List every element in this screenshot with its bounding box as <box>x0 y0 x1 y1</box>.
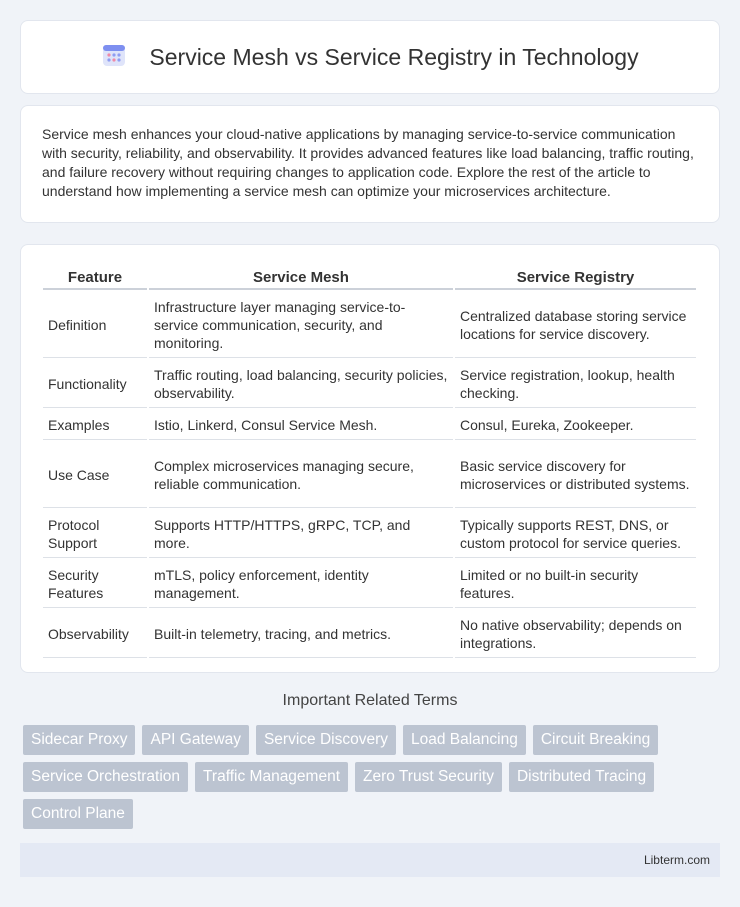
feature-cell: Examples <box>43 410 147 440</box>
related-terms-list <box>23 725 723 829</box>
service-registry-cell: Centralized database storing service locations for service discovery. <box>455 292 696 358</box>
term-tag-sidecar-proxy[interactable]: Sidecar Proxy <box>23 725 135 755</box>
table-header-row <box>43 266 696 290</box>
feature-cell: Observability <box>43 610 147 658</box>
service-registry-cell: Service registration, lookup, health checking. <box>455 360 696 408</box>
service-registry-cell: Limited or no built-in security features. <box>455 560 696 608</box>
header-service-registry: Service Registry <box>455 266 696 290</box>
service-mesh-cell: mTLS, policy enforcement, identity management. <box>149 560 453 608</box>
header-card <box>20 20 720 94</box>
term-tag-service-discovery[interactable]: Service Discovery <box>256 725 396 755</box>
table-row <box>43 510 696 558</box>
table-row <box>43 442 696 508</box>
table-row <box>43 410 696 440</box>
footer-brand-link[interactable]: Libterm.com <box>643 853 710 867</box>
service-mesh-cell: Traffic routing, load balancing, security policies, observability. <box>149 360 453 408</box>
table-row <box>43 360 696 408</box>
table-row <box>43 560 696 608</box>
feature-cell: Definition <box>43 292 147 358</box>
related-terms-title: Important Related Terms <box>282 692 458 709</box>
feature-cell: Protocol Support <box>43 510 147 558</box>
term-tag-distributed-tracing[interactable]: Distributed Tracing <box>509 762 654 792</box>
intro-card <box>20 105 720 223</box>
term-tag-traffic-management[interactable]: Traffic Management <box>195 762 348 792</box>
footer <box>20 843 720 877</box>
header-feature: Feature <box>43 266 147 290</box>
calendar-grid-icon <box>101 42 127 73</box>
service-mesh-cell: Supports HTTP/HTTPS, gRPC, TCP, and more. <box>149 510 453 558</box>
service-registry-cell: Typically supports REST, DNS, or custom protocol for service queries. <box>455 510 696 558</box>
header-service-mesh: Service Mesh <box>149 266 453 290</box>
term-tag-api-gateway[interactable]: API Gateway <box>142 725 248 755</box>
intro-text: Service mesh enhances your cloud-native applications by managing service-to-service communication with security, reliability, and observability. It provides advanced features like load balancing, traffic routing, and failure recovery without requiring changes to application code. Explore the rest of the article to understand how implementing a service mesh can optimize your microservices architecture. <box>42 126 694 199</box>
term-tag-zero-trust-security[interactable]: Zero Trust Security <box>355 762 502 792</box>
table-row <box>43 292 696 358</box>
service-mesh-cell: Istio, Linkerd, Consul Service Mesh. <box>149 410 453 440</box>
feature-cell: Use Case <box>43 442 147 508</box>
service-registry-cell: No native observability; depends on integrations. <box>455 610 696 658</box>
term-tag-load-balancing[interactable]: Load Balancing <box>403 725 526 755</box>
page-title: Service Mesh vs Service Registry in Technology <box>149 43 639 70</box>
service-mesh-cell: Complex microservices managing secure, reliable communication. <box>149 442 453 508</box>
feature-cell: Functionality <box>43 360 147 408</box>
service-mesh-cell: Built-in telemetry, tracing, and metrics. <box>149 610 453 658</box>
table-row <box>43 610 696 658</box>
term-tag-control-plane[interactable]: Control Plane <box>23 799 133 829</box>
comparison-card <box>20 244 720 673</box>
service-registry-cell: Basic service discovery for microservices or distributed systems. <box>455 442 696 508</box>
term-tag-circuit-breaking[interactable]: Circuit Breaking <box>533 725 658 755</box>
term-tag-service-orchestration[interactable]: Service Orchestration <box>23 762 188 792</box>
service-registry-cell: Consul, Eureka, Zookeeper. <box>455 410 696 440</box>
feature-cell: Security Features <box>43 560 147 608</box>
comparison-table <box>41 264 698 660</box>
service-mesh-cell: Infrastructure layer managing service-to-service communication, security, and monitoring. <box>149 292 453 358</box>
